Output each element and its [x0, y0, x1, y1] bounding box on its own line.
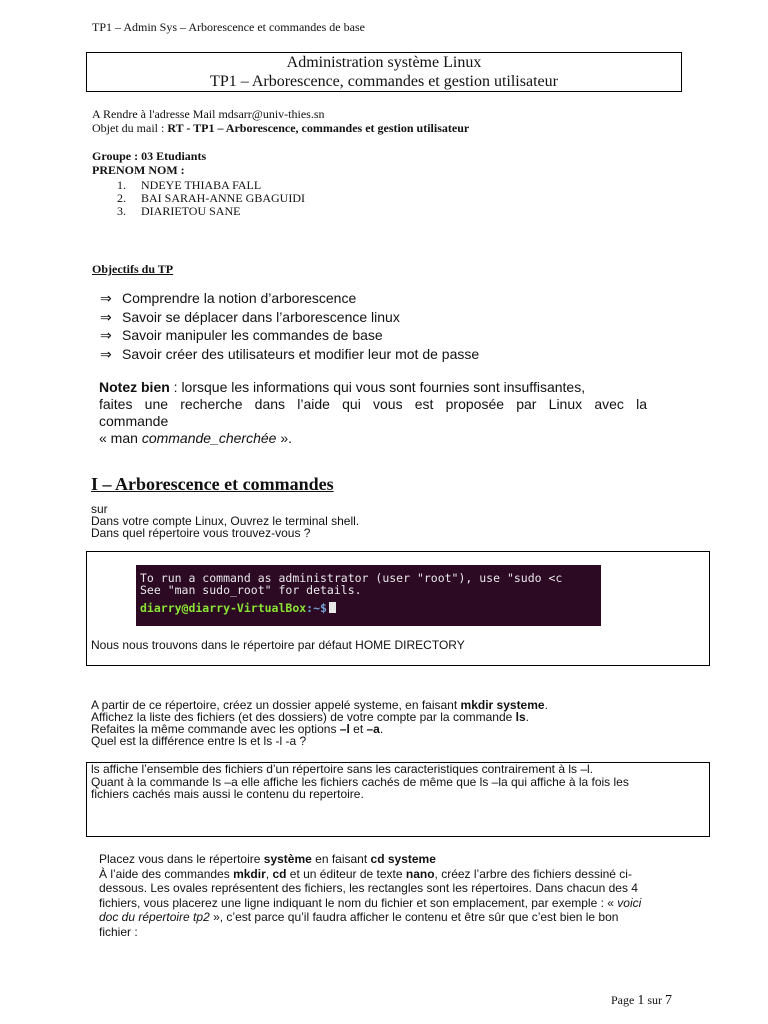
terminal-line-1: To run a command as administrator (user "root"), use "sudo <c	[140, 571, 563, 585]
student-number: 3.	[117, 204, 126, 218]
part3-line-3: dessous. Les ovales représentent des fichiers, les rectangles sont les répertoires. Dans chacun des 4	[99, 881, 638, 896]
terminal-screenshot	[136, 565, 601, 626]
student-name: DIARIETOU SANE	[141, 204, 241, 218]
note-line-4	[99, 430, 647, 447]
prompt-path: :~$	[306, 601, 327, 615]
part3-l2-mid: et un éditeur de texte	[286, 866, 406, 881]
q2-l3-mid: et	[349, 722, 367, 736]
arrow-icon: ⇒	[100, 345, 112, 362]
part3-line-5	[99, 910, 659, 925]
part3-l5-post: », c’est parce qu’il faudra afficher le contenu et être sûr que c’est bien le bon	[209, 910, 619, 925]
arrow-icon: ⇒	[100, 327, 112, 343]
student-number: 2.	[117, 191, 126, 205]
answer-2-text	[91, 763, 671, 801]
part3-l1-pre: Placez vous dans le répertoire	[99, 852, 264, 866]
q2-l3-opt1: –l	[339, 722, 350, 736]
part3-l1-b2: cd systeme	[370, 852, 436, 866]
q2-l2-pre: Affichez la liste des fichiers (et des dossiers) de votre compte par la commande	[91, 710, 516, 724]
part3-l4-em: voici	[617, 895, 642, 910]
student-item	[117, 205, 305, 218]
prompt-user: diarry@diarry-VirtualBox	[140, 601, 307, 615]
objective-item	[100, 345, 479, 364]
note-line-1-text: : lorsque les informations qui vous sont fournies sont insuffisantes,	[169, 379, 586, 395]
group-line: Groupe : 03 Etudiants	[92, 149, 207, 163]
part3-l1-b1: système	[263, 852, 312, 866]
objective-text: Savoir manipuler les commandes de base	[122, 327, 383, 343]
question-1-line-3: Dans quel répertoire vous trouvez-vous ?	[91, 526, 311, 540]
objective-text: Comprendre la notion d’arborescence	[122, 290, 357, 306]
part3-line-6: fichier :	[99, 924, 138, 939]
objective-item	[100, 308, 479, 327]
q2-l1-post: .	[544, 698, 548, 712]
question-2	[91, 699, 548, 747]
answer-2-line-1: ls affiche l’ensemble des fichiers d’un répertoire sans les caracteristiques contrairement à ls –l.	[91, 762, 594, 776]
terminal-line-2: See "man sudo_root" for details.	[140, 583, 362, 597]
section-title: I – Arborescence et commandes	[91, 474, 334, 494]
q2-l2-cmd: ls	[515, 710, 526, 724]
arrow-icon: ⇒	[100, 290, 112, 306]
footer-page-word: Page	[611, 993, 638, 1007]
note-line-4-pre: « man	[99, 430, 142, 446]
note-line-3: commande	[99, 413, 169, 429]
question-1	[91, 503, 359, 539]
student-number: 1.	[117, 178, 126, 192]
objective-text: Savoir créer des utilisateurs et modifier leur mot de passe	[122, 345, 480, 362]
part3-l2-b3: nano	[405, 866, 435, 881]
q2-l3-pre: Refaites la même commande avec les options	[91, 722, 340, 736]
part3-l5-em: doc du répertoire tp2	[99, 910, 210, 925]
footer-page-number: 1	[637, 993, 645, 1008]
objective-item	[100, 326, 479, 345]
part3-l2-b2: cd	[272, 866, 287, 881]
q2-l3-opt2: –a	[366, 722, 380, 736]
mail-line	[92, 108, 325, 120]
arrow-icon: ⇒	[100, 308, 112, 325]
running-header: TP1 – Admin Sys – Arborescence et commandes de base	[92, 20, 365, 34]
part3-line-1	[99, 852, 659, 867]
mail-prefix: A Rendre à l'adresse Mail	[92, 107, 219, 121]
instructions-paragraph	[99, 852, 659, 940]
student-list	[117, 179, 305, 218]
answer-1-text: Nous nous trouvons dans le répertoire par défaut HOME DIRECTORY	[91, 638, 465, 652]
question-1-line-2: Dans votre compte Linux, Ouvrez le terminal shell.	[91, 514, 360, 528]
cursor-block	[329, 602, 336, 613]
part3-line-2	[99, 867, 659, 882]
mail-address: mdsarr@univ-thies.sn	[218, 107, 325, 121]
part3-l1-mid: en faisant	[311, 852, 371, 866]
subject-prefix: Objet du mail :	[92, 121, 168, 135]
part3-l4-pre: fichiers, vous placerez une ligne indiquant le nom du fichier et son emplacement, par exemple : «	[99, 895, 618, 910]
q2-l3-post: .	[379, 722, 384, 736]
student-name: NDEYE THIABA FALL	[141, 178, 262, 192]
note-paragraph	[99, 379, 647, 447]
answer-2-line-3: fichiers cachés mais aussi le contenu du repertoire.	[91, 787, 364, 801]
objectives-list	[100, 289, 479, 363]
part3-l2-post: , créez l’arbre des fichiers dessiné ci-	[434, 866, 632, 881]
student-name: BAI SARAH-ANNE GBAGUIDI	[141, 191, 305, 205]
part3-l2-b1: mkdir	[233, 866, 266, 881]
q2-l1-cmd: mkdir systeme	[460, 698, 545, 712]
part3-line-4	[99, 896, 659, 911]
question-1-line-1: sur	[91, 502, 108, 516]
name-heading: PRENOM NOM :	[92, 163, 185, 177]
note-line-1	[99, 379, 647, 396]
terminal-prompt	[140, 602, 336, 614]
page-footer	[611, 993, 672, 1009]
question-2-line-4: Quel est la différence entre ls et ls -l -a ?	[91, 734, 307, 748]
title-line-1: Administration système Linux	[286, 54, 482, 71]
title-box	[86, 52, 682, 92]
subject-line	[92, 122, 469, 134]
q2-l1-pre: A partir de ce répertoire, créez un dossier appelé systeme, en faisant	[91, 698, 461, 712]
objective-item	[100, 289, 479, 308]
note-command: commande_cherchée	[141, 430, 277, 446]
part3-l2-sep1: ,	[265, 866, 273, 881]
answer-2-line-2: Quant à la commande ls –a elle affiche les fichiers cachés de même que ls –la qui affiche à la fois les	[91, 774, 629, 789]
note-line-2: faites une recherche dans l’aide qui vous est proposée par Linux avec la	[99, 396, 647, 412]
footer-total-pages: 7	[665, 993, 672, 1008]
note-label: Notez bien	[99, 379, 170, 395]
title-line-2: TP1 – Arborescence, commandes et gestion utilisateur	[210, 73, 558, 90]
objective-text: Savoir se déplacer dans l’arborescence linux	[122, 308, 400, 325]
footer-sur-word: sur	[644, 993, 665, 1007]
objectives-heading: Objectifs du TP	[92, 262, 174, 276]
note-line-4-post: ».	[276, 430, 293, 446]
subject-text: RT - TP1 – Arborescence, commandes et gestion utilisateur	[167, 121, 470, 135]
part3-l2-pre: À l’aide des commandes	[99, 866, 234, 881]
q2-l2-post: .	[525, 710, 529, 724]
